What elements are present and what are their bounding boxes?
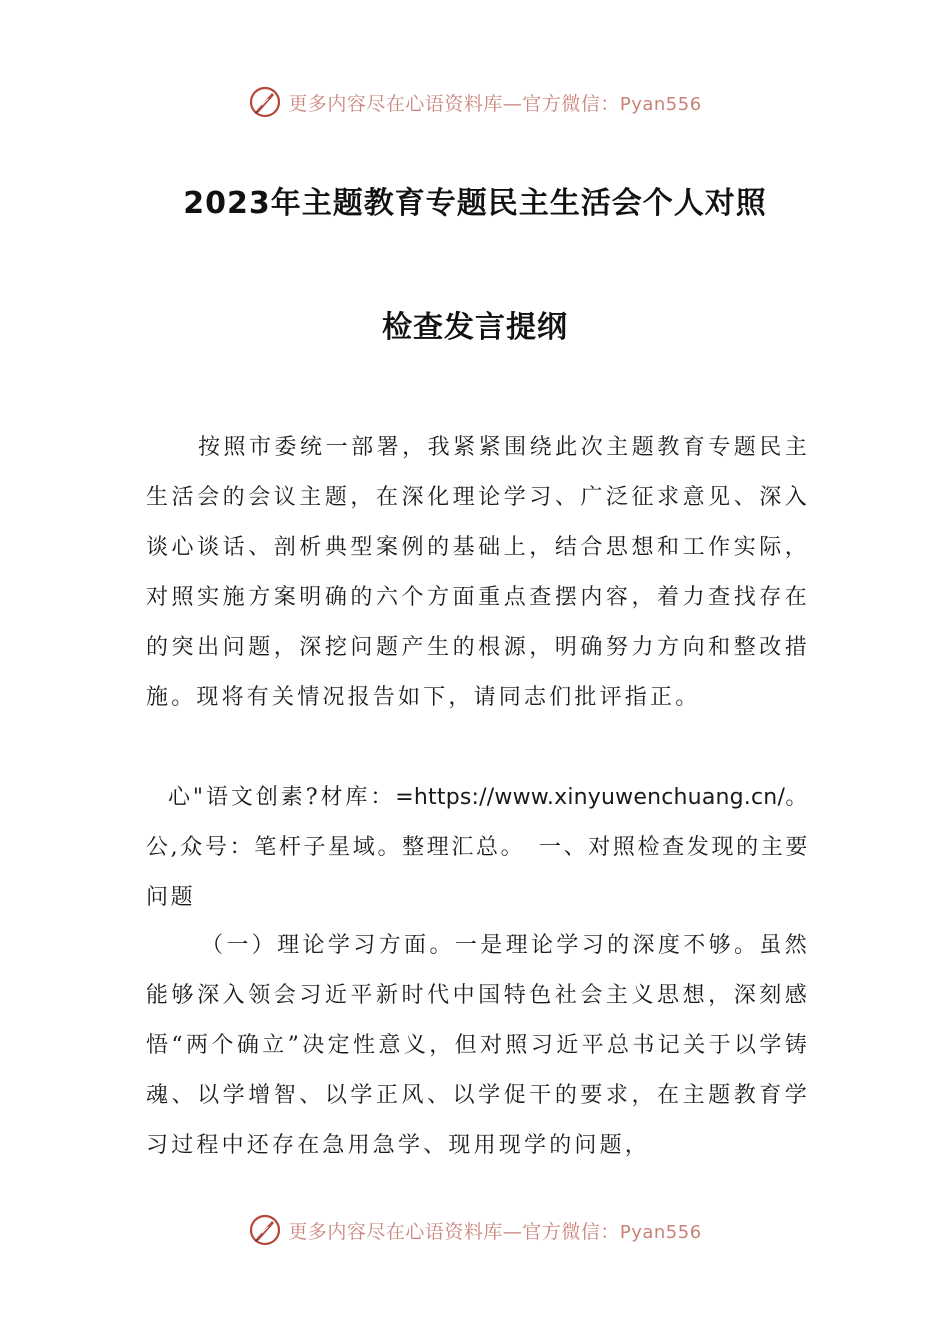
quill-logo-icon <box>248 85 282 119</box>
watermark-dash: — <box>502 92 523 115</box>
source-note-suffix: 。公,众号：笔杆子星域。整理汇总。 一、对照检查发现的主要问题 <box>146 785 810 910</box>
watermark-dash: — <box>502 1220 523 1243</box>
watermark-wechat-label: 官方微信： <box>522 92 620 115</box>
document-title-line1: 2023年主题教育专题民主生活会个人对照 <box>183 186 767 221</box>
source-note-prefix: 心"语文创素?材库： <box>168 785 396 810</box>
paragraph-theory-study: （一）理论学习方面。一是理论学习的深度不够。虽然能够深入领会习近平新时代中国特色社会主义思想，深刻感悟“两个确立”决定性意义，但对照习近平总书记关于以学铸魂、以学增智、以学正风、以学促干的要求，在主题教育学习过程中还存在急用急学、现用现学的问题， <box>146 933 810 1158</box>
watermark-wechat-label: 官方微信： <box>522 1220 620 1243</box>
paragraph-source-note <box>146 773 810 923</box>
footer-watermark <box>0 1210 950 1250</box>
document-title-line2: 检查发言提纲 <box>382 310 568 345</box>
paragraph-intro: 按照市委统一部署，我紧紧围绕此次主题教育专题民主生活会的会议主题，在深化理论学习、广泛征求意见、深入谈心谈话、剖析典型案例的基础上，结合思想和工作实际，对照实施方案明确的六个方面重点查摆内容，着力查找存在的突出问题，深挖问题产生的根源，明确努力方向和整改措施。现将有关情况报告如下，请同志们批评指正。 <box>146 435 810 710</box>
watermark-main-text: 更多内容尽在心语资料库 <box>288 1220 503 1243</box>
watermark-wechat-id: Pyan556 <box>619 93 702 115</box>
header-watermark <box>0 82 950 122</box>
source-url: =https://www.xinyuwenchuang.cn/ <box>395 785 786 810</box>
watermark-main-text: 更多内容尽在心语资料库 <box>288 92 503 115</box>
watermark-wechat-id: Pyan556 <box>619 1221 702 1243</box>
quill-logo-icon <box>248 1213 282 1247</box>
